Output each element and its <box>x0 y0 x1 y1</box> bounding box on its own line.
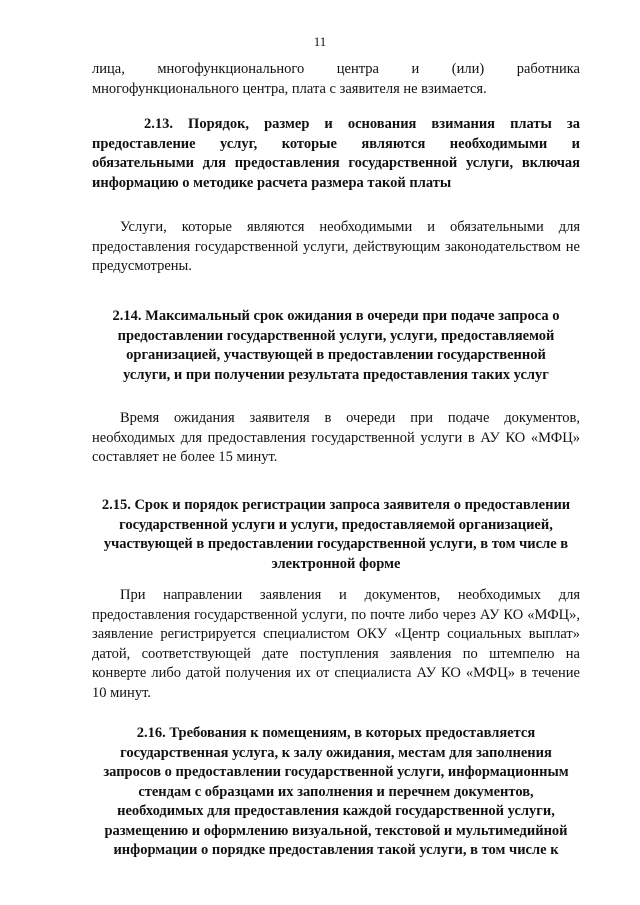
word: центра <box>336 61 379 77</box>
heading-line: 2.16. Требования к помещениям, в которых предоставляется <box>136 725 536 741</box>
heading-line: размещению и оформлению визуальной, текстовой и мультимедийной <box>104 822 568 839</box>
section-heading-text: 2.13. Порядок, размер и основания взимания платы за предоставление услуг, которые являются необходимыми и обязательными для предоставления государственной услуги, включая информацию о методике расчета размера такой платы <box>92 116 580 191</box>
word: и <box>411 61 420 77</box>
heading-line: стендам с образцами их заполнения и перечнем документов, <box>138 783 534 800</box>
heading-line: организацией, участвующей в предоставлении государственной <box>126 347 546 363</box>
heading-line: 2.14. Максимальный срок ожидания в очереди при подаче запроса о <box>112 308 560 324</box>
heading-line: государственная услуга, к залу ожидания, местам для заполнения <box>120 744 552 761</box>
continuation-line-1 <box>92 60 580 80</box>
page-number: 11 <box>313 34 327 49</box>
heading-line: информации о порядке предоставления такой услуги, в том числе к <box>113 842 559 858</box>
section-2-14-heading <box>92 307 580 385</box>
section-2-13-heading <box>92 115 580 193</box>
word: многофункционального <box>157 61 305 77</box>
section-2-14-paragraph: Время ожидания заявителя в очереди при подаче документов, необходимых для предоставления государственной услуги в АУ КО «МФЦ» составляет не более 15 минут. <box>92 410 580 465</box>
heading-line: 2.15. Срок и порядок регистрации запроса заявителя о предоставлении <box>101 497 571 513</box>
heading-line: предоставлении государственной услуги, услуги, предоставляемой <box>117 327 555 344</box>
heading-line: электронной форме <box>271 555 401 572</box>
heading-line: услуги, и при получении результата предоставления таких услуг <box>123 366 549 383</box>
continuation-paragraph <box>92 60 580 99</box>
heading-line: запросов о предоставлении государственной услуги, информационным <box>103 764 569 780</box>
continuation-line-2: многофункционального центра, плата с заявителя не взимается. <box>92 80 487 97</box>
word: работника <box>516 61 580 77</box>
word: (или) <box>451 61 485 77</box>
section-2-13-paragraph: Услуги, которые являются необходимыми и обязательными для предоставления государственной услуги, действующим законодательством не предусмотрены. <box>92 219 580 274</box>
word: лица, <box>92 61 125 77</box>
heading-line: участвующей в предоставлении государственной услуги, в том числе в <box>103 536 569 552</box>
section-2-16-heading <box>92 724 580 861</box>
section-2-15-heading <box>92 496 580 574</box>
section-2-15-paragraph: При направлении заявления и документов, необходимых для предоставления государственной услуги, по почте либо через АУ КО «МФЦ», заявление регистрируется специалистом ОКУ «Центр социальных выплат» датой, соответствующей дате поступления заявления по штемпелю на конверте либо датой получения их от специалиста АУ КО «МФЦ» в течение 10 минут. <box>92 587 580 701</box>
heading-line: государственной услуги и услуги, предоставляемой организацией, <box>119 516 553 533</box>
heading-line: необходимых для предоставления каждой государственной услуги, <box>117 803 555 819</box>
